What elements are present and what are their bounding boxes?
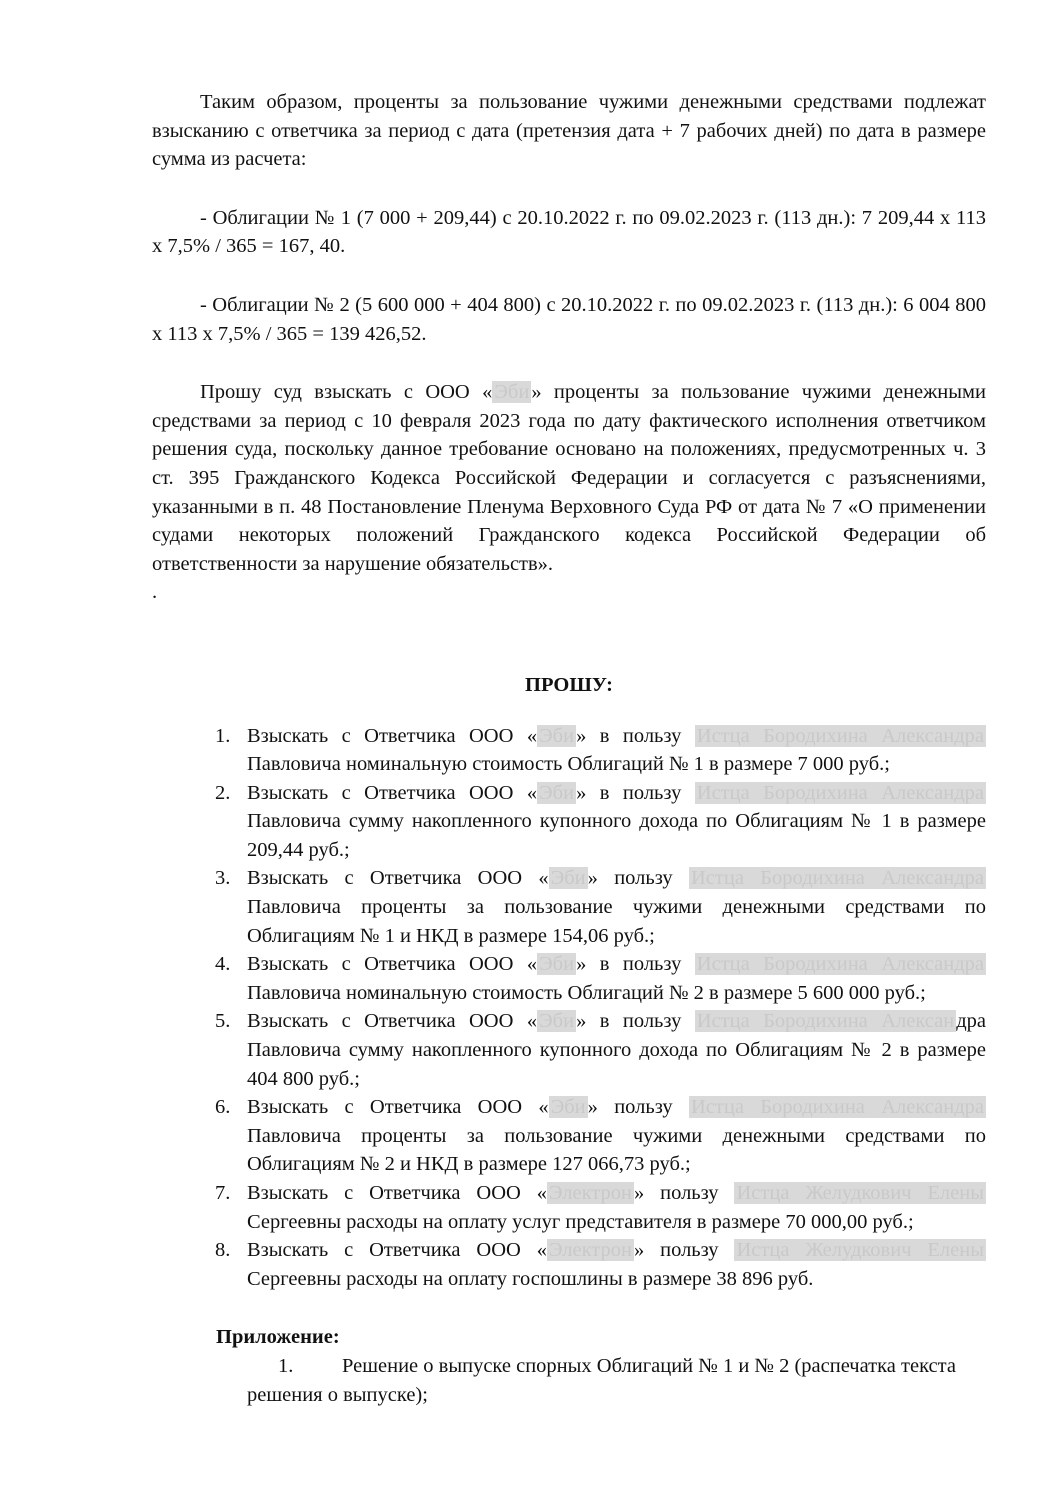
redacted-person-name: Истца Желудкович Елены (736, 1239, 985, 1262)
list-item (152, 779, 986, 865)
list-item-text: Взыскать с Ответчика ООО « (247, 724, 538, 747)
list-item-number: 4. (215, 953, 231, 976)
redacted-org-name: Электрон (548, 1182, 632, 1204)
list-item (152, 1179, 986, 1236)
list-item (152, 950, 986, 1007)
list-item-text: » пользу (587, 1096, 689, 1119)
paragraph-request (152, 378, 986, 578)
request-text-end: » проценты за пользование чужими денежными средствами за период с 10 февраля 2023 года по дату фактического исполнения ответчиком решения суда, поскольку данное требование основано на положениях, предусмотренных ч. 3 ст. 395 Гражданского Кодекса Российской Федерации и согласуется с разъяснениями, указанными в п. 48 Постановление Пленума Верховного Суда РФ от дата № 7 «О применении судами некоторых положений Гражданского кодекса Российской Федерации об ответственности за нарушение обязательств». (152, 381, 986, 575)
list-item-text: дра Павловича сумму накопленного купонного дохода по Облигациям № 2 в размере 404 800 руб.; (247, 1010, 987, 1090)
redacted-org-name: Эби (550, 867, 586, 890)
list-item-text: Взыскать с Ответчика ООО « (247, 781, 538, 804)
list-item-text: Взыскать с Ответчика ООО « (247, 953, 538, 976)
appendix-item-text: Решение о выпуске спорных Облигаций № 1 и № 2 (распечатка текста (342, 1354, 956, 1377)
appendix-item-text-continued: решения о выпуске); (247, 1383, 428, 1406)
list-item (152, 864, 986, 950)
list-item-text: Павловича номинальную стоимость Облигаций № 2 в размере 5 600 000 руб.; (247, 981, 926, 1004)
appendix-item (152, 1352, 986, 1409)
redacted-org-name: Электрон (548, 1239, 632, 1262)
list-item-text: » пользу (633, 1182, 735, 1204)
list-item-text: » в пользу (576, 781, 695, 804)
document-page (152, 88, 986, 1409)
list-item-text: Взыскать с Ответчика ООО « (247, 867, 549, 890)
list-item-text: » пользу (633, 1239, 735, 1262)
list-item (152, 1093, 986, 1179)
section-heading-proshu: ПРОШУ: (525, 673, 613, 696)
list-item-number: 7. (215, 1182, 231, 1204)
redacted-org-name: Эби (539, 953, 575, 976)
list-item-text: » в пользу (576, 953, 695, 976)
list-item (152, 1007, 986, 1093)
redacted-person-name: Истца Бородихина Александра (691, 1096, 985, 1119)
list-item-text: Павловича номинальную стоимость Облигаций № 1 в размере 7 000 руб.; (247, 753, 891, 776)
list-item-text: Взыскать с Ответчика ООО « (247, 1096, 549, 1119)
list-item-text: Взыскать с Ответчика ООО « (247, 1239, 547, 1262)
list-item-text: » в пользу (576, 724, 695, 747)
list-item-number: 8. (215, 1239, 231, 1262)
list-item-text: Павловича проценты за пользование чужими денежными средствами по Облигациям № 2 и НКД в размере 127 066,73 руб.; (247, 1124, 986, 1176)
appendix-item-number: 1. (278, 1354, 294, 1377)
redacted-person-name: Истца Бородихина Александра (691, 867, 985, 890)
list-item-text: Сергеевны расходы на оплату услуг представителя в размере 70 000,00 руб.; (247, 1210, 914, 1233)
list-item-number: 3. (215, 867, 231, 890)
list-item-text: Павловича сумму накопленного купонного дохода по Облигациям № 1 в размере 209,44 руб.; (247, 810, 986, 861)
list-item-number: 6. (215, 1096, 231, 1119)
list-item (152, 722, 986, 779)
list-item-text: Взыскать с Ответчика ООО « (247, 1010, 538, 1033)
redacted-org-name: Эби (539, 1010, 575, 1033)
redacted-org-name: Эби (550, 1096, 586, 1119)
redacted-person-name: Истца Бородихина Александра (696, 953, 985, 976)
requests-list (152, 722, 986, 1294)
appendix-title: Приложение: (216, 1326, 340, 1349)
stray-dot: . (152, 581, 158, 604)
list-item-text: Павловича проценты за пользование чужими денежными средствами по Облигациям № 1 и НКД в размере 154,06 руб.; (247, 896, 986, 947)
paragraph-calc-bonds-2: - Облигации № 2 (5 600 000 + 404 800) с 20.10.2022 г. по 09.02.2023 г. (113 дн.): 6 004 800 х 113 х 7,5% / 365 = 139 426,52. (152, 293, 986, 345)
list-item-number: 2. (215, 781, 231, 804)
list-item (152, 1236, 986, 1293)
list-item-text: » пользу (587, 867, 689, 890)
list-item-number: 5. (215, 1010, 231, 1033)
redacted-person-name: Истца Бородихина Александра (696, 724, 985, 747)
list-item-text: » в пользу (576, 1010, 695, 1033)
list-item-number: 1. (215, 724, 231, 747)
redacted-org-name: Эби (494, 381, 530, 404)
request-text-start: Прошу суд взыскать с ООО « (200, 381, 493, 404)
redacted-org-name: Эби (539, 724, 575, 747)
list-item-text: Сергеевны расходы на оплату госпошлины в размере 38 896 руб. (247, 1267, 814, 1290)
redacted-person-name: Истца Желудкович Елены (736, 1182, 985, 1204)
redacted-person-name: Истца Бородихина Александра (696, 781, 985, 804)
redacted-person-name: Истца Бородихина Алексан (696, 1010, 955, 1033)
list-item-text: Взыскать с Ответчика ООО « (247, 1182, 547, 1204)
paragraph-intro: Таким образом, проценты за пользование чужими денежными средствами подлежат взысканию с ответчика за период с дата (претензия дата + 7 рабочих дней) по дата в размере сумма из расчета: (152, 91, 986, 171)
redacted-org-name: Эби (539, 781, 575, 804)
paragraph-calc-bonds-1: - Облигации № 1 (7 000 + 209,44) с 20.10.2022 г. по 09.02.2023 г. (113 дн.): 7 209,44 х 113 х 7,5% / 365 = 167, 40. (152, 206, 986, 258)
